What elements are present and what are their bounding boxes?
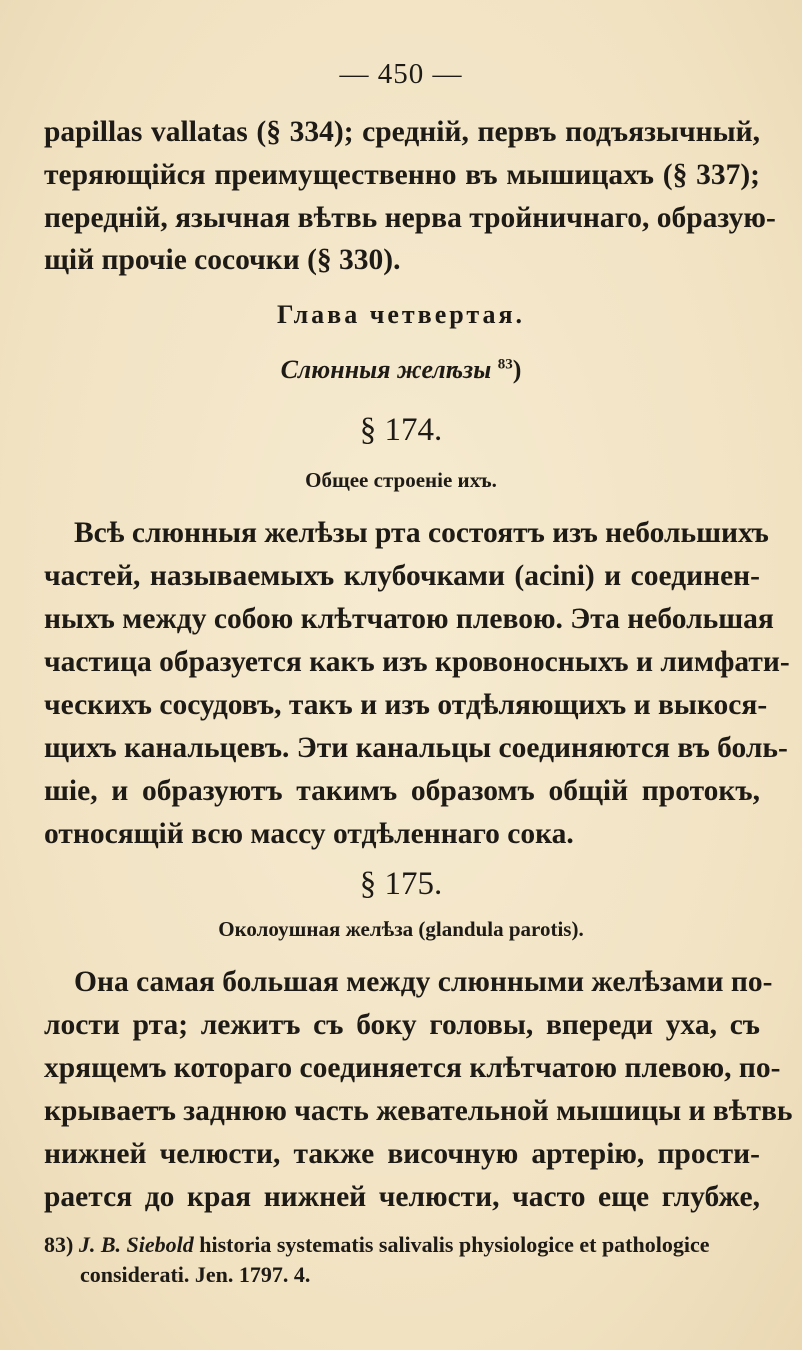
section-175-title: Околоушная желѣза (glandula parotis).	[218, 917, 584, 941]
footnote-line-1	[44, 1232, 760, 1258]
s174-line-4: частица образуется какъ изъ кровоносныхъ и лимфати-	[44, 646, 790, 678]
s175-line-1: Она самая большая между слюнными желѣзами по-	[74, 966, 773, 998]
s175-line-3: хрящемъ котораго соединяется клѣтчатою плевою, по-	[44, 1052, 781, 1084]
footnote-text-1: historia systematis salivalis physiologice et pathologice	[199, 1232, 710, 1257]
s174-line-8: относящiй всю массу отдѣленнаго сока.	[44, 818, 574, 850]
para1-line-3: переднiй, язычная вѣтвь нерва тройничнаго, образую-	[44, 202, 776, 234]
chapter-subtitle-text: Слюнныя желѣзы	[280, 355, 492, 384]
s174-line-5: ческихъ сосудовъ, такъ и изъ отдѣляющихъ и выкося-	[44, 689, 768, 721]
s174-line-6: щихъ канальцевъ. Эти канальцы соединяются въ боль-	[44, 732, 788, 764]
para1-line-2: теряющiйся преимущественно въ мышицахъ (§ 337);	[44, 159, 760, 191]
s174-line-2: частей, называемыхъ клубочками (acini) и соединен-	[44, 560, 760, 592]
s175-line-6: рается до края нижней челюсти, часто еще глубже,	[44, 1181, 760, 1213]
section-174-title: Общее строенiе ихъ.	[305, 468, 497, 492]
footnote-author: J. B. Siebold	[78, 1232, 194, 1257]
page-number: — 450 —	[339, 58, 463, 90]
s175-line-5: нижней челюсти, также височную артерiю, прости-	[44, 1138, 760, 1170]
para1-line-4: щiй прочiе сосочки (§ 330).	[44, 244, 401, 276]
chapter-subtitle: Слюнныя желѣзы $^{83}$)	[280, 355, 522, 384]
footnote-line-2: considerati. Jen. 1797. 4.	[80, 1262, 311, 1287]
section-175-mark: § 175.	[359, 866, 443, 902]
para1-line-1: papillas vallatas (§ 334); среднiй, первъ подъязычный,	[44, 116, 760, 148]
section-174-mark: § 174.	[359, 412, 443, 448]
footnote-number: 83)	[44, 1232, 74, 1257]
s174-line-3: ныхъ между собою клѣтчатою плевою. Эта небольшая	[44, 603, 774, 635]
s174-line-7: шiе, и образуютъ такимъ образомъ общiй протокъ,	[44, 775, 760, 807]
footnote-ref: 83	[497, 356, 513, 373]
s175-line-2: лости рта; лежитъ съ боку головы, впереди уха, съ	[44, 1009, 760, 1041]
chapter-title: Глава четвертая.	[276, 300, 526, 329]
s174-line-1: Всѣ слюнныя желѣзы рта состоятъ изъ небольшихъ	[74, 517, 769, 549]
s175-line-4: крываетъ заднюю часть жевательной мышицы и вѣтвь	[44, 1095, 793, 1127]
